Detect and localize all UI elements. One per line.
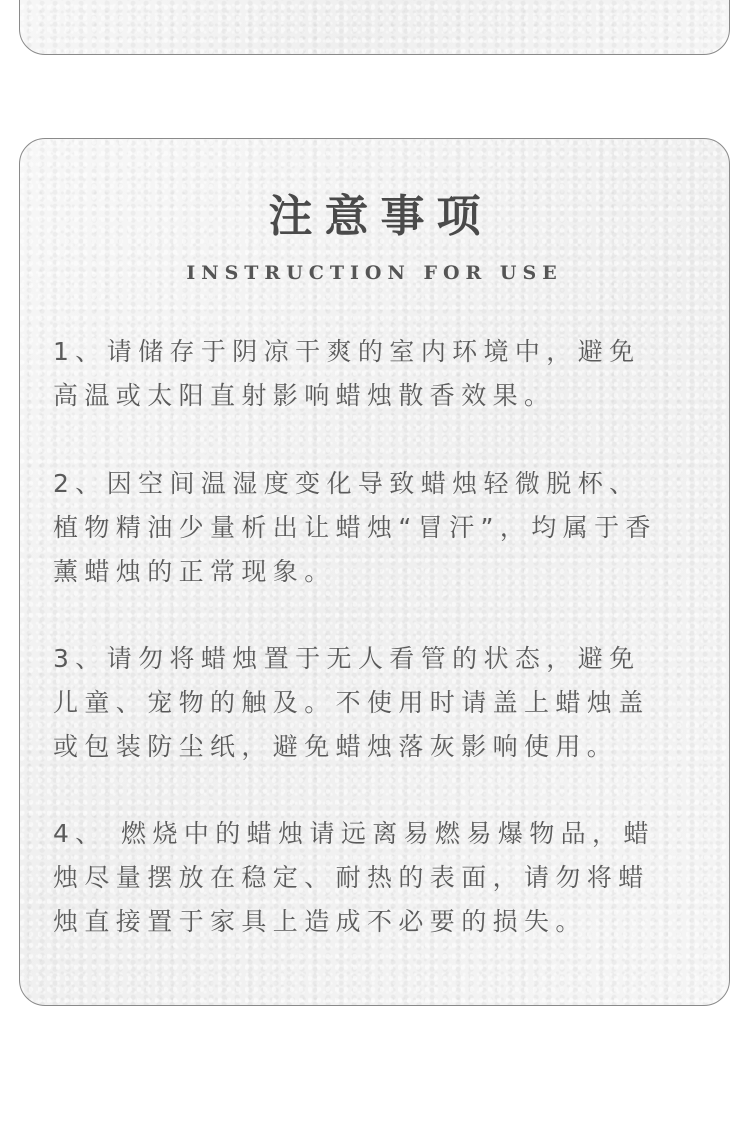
previous-section-card bbox=[19, 0, 730, 55]
notice-item-3: 3、请勿将蜡烛置于无人看管的状态，避免 儿童、宠物的触及。不使用时请盖上蜡烛盖 或包装防尘纸，避免蜡烛落灰影响使用。 bbox=[53, 644, 650, 761]
section-title: 注意事项 bbox=[268, 191, 493, 242]
notice-item-2: 2、因空间温湿度变化导致蜡烛轻微脱杯、 植物精油少量析出让蜡烛“冒汗”，均属于香 薰蜡烛的正常现象。 bbox=[53, 469, 657, 586]
notice-item-1: 1、请储存于阴凉干爽的室内环境中，避免 高温或太阳直射影响蜡烛散香效果。 bbox=[53, 337, 641, 410]
usage-notice-card bbox=[19, 138, 730, 1006]
notice-item-4: 4、 燃烧中的蜡烛请远离易燃易爆物品，蜡 烛尽量摆放在稳定、耐热的表面，请勿将蜡 烛直接置于家具上造成不必要的损失。 bbox=[53, 819, 655, 936]
section-subtitle: INSTRUCTION FOR USE bbox=[186, 262, 563, 284]
